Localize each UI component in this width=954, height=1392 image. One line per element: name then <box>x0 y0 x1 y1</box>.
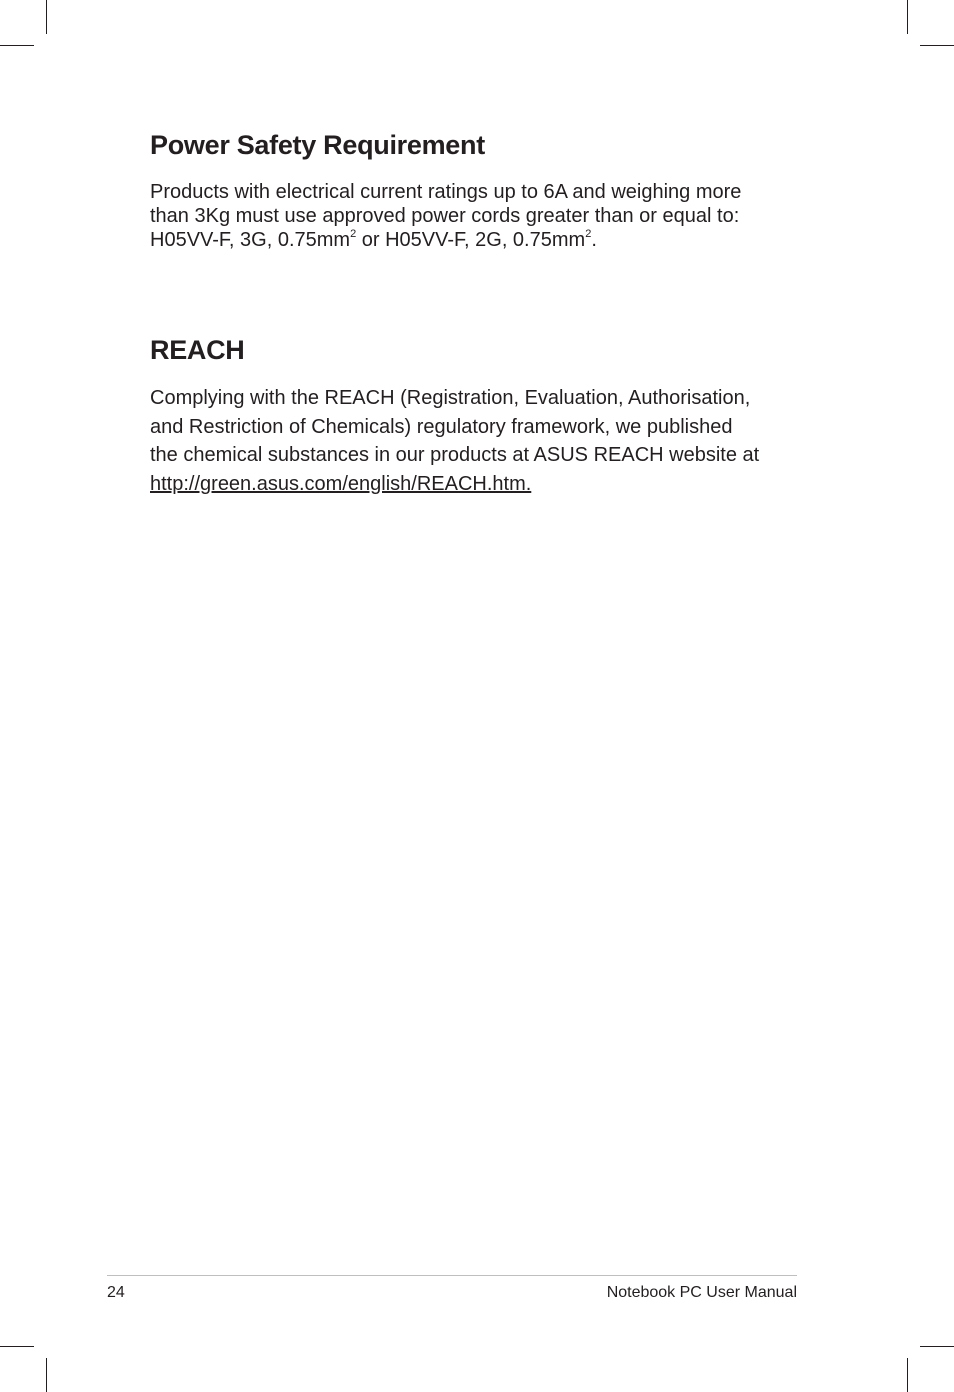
reach-link-line <box>150 470 759 499</box>
manual-title: Notebook PC User Manual <box>606 1284 797 1301</box>
reach-line-1: Complying with the REACH (Registration, Evaluation, Authorisation, <box>150 387 751 409</box>
reach-heading: REACH <box>150 335 245 365</box>
cord-spec-2g: or H05VV-F, 2G, 0.75mm <box>356 229 586 251</box>
power-safety-paragraph <box>150 180 741 252</box>
superscript-squared-1: 2 <box>350 228 357 240</box>
crop-mark-top-left-horizontal <box>0 45 34 46</box>
crop-mark-bottom-right-horizontal <box>920 1346 954 1347</box>
reach-website-link[interactable]: http://green.asus.com/english/REACH.htm. <box>150 472 532 495</box>
crop-mark-top-right-horizontal <box>920 45 954 46</box>
superscript-squared-2: 2 <box>585 228 592 240</box>
power-safety-line-1: Products with electrical current ratings up to 6A and weighing more <box>150 181 742 203</box>
reach-line-2: and Restriction of Chemicals) regulatory framework, we published <box>150 415 733 438</box>
crop-mark-bottom-right-vertical <box>907 1358 908 1392</box>
crop-mark-top-left-vertical <box>46 0 47 34</box>
footer-divider <box>107 1275 797 1276</box>
reach-line-3: the chemical substances in our products at ASUS REACH website at <box>150 444 760 466</box>
power-safety-heading: Power Safety Requirement <box>150 130 485 160</box>
power-safety-line-2: than 3Kg must use approved power cords greater than or equal to: <box>150 205 740 227</box>
crop-mark-top-right-vertical <box>907 0 908 34</box>
crop-mark-bottom-left-horizontal <box>0 1346 34 1347</box>
reach-paragraph <box>150 384 759 498</box>
page-number: 24 <box>107 1284 125 1301</box>
line-end-period: . <box>591 229 597 251</box>
cord-spec-3g: H05VV-F, 3G, 0.75mm <box>150 229 351 251</box>
crop-mark-bottom-left-vertical <box>46 1358 47 1392</box>
power-safety-line-3 <box>150 228 741 252</box>
